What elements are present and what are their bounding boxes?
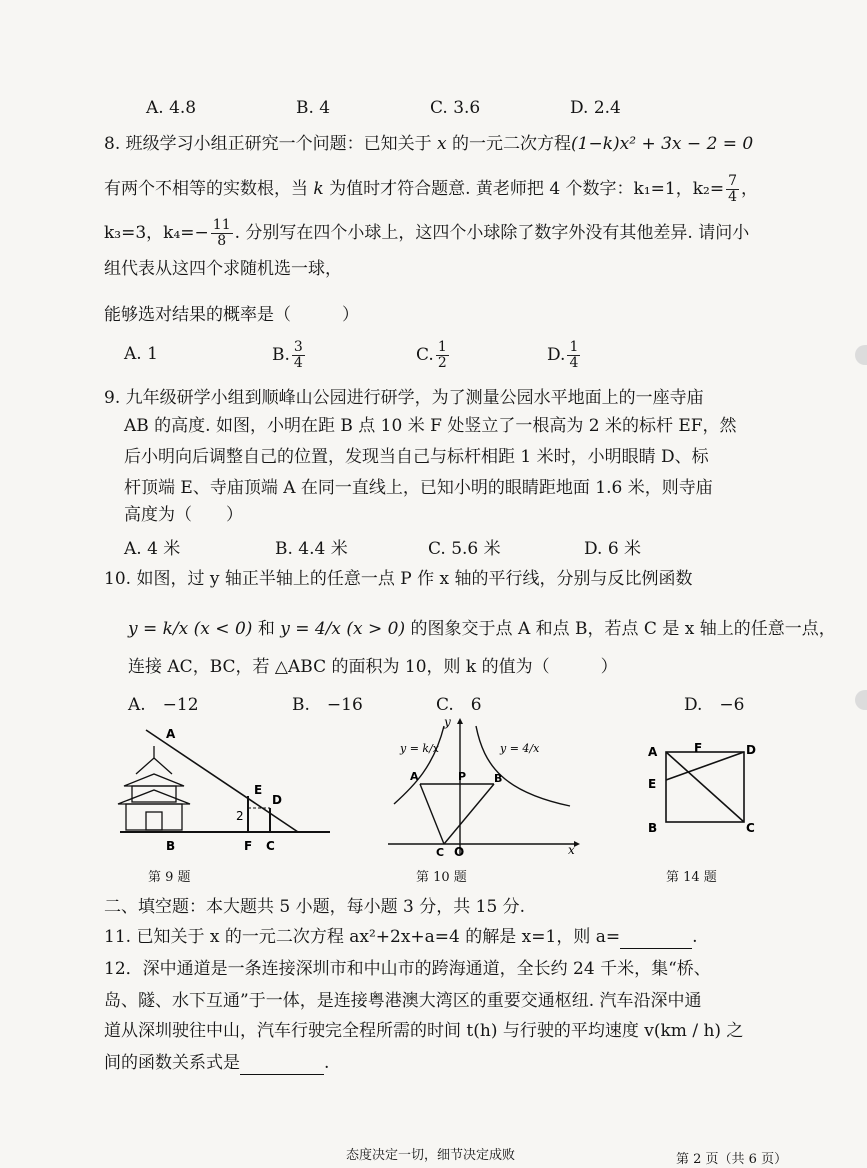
footer-page-number: 第 2 页（共 6 页） xyxy=(676,1152,788,1167)
fig14-label-b: B xyxy=(648,821,658,835)
k4-fraction: $\frac{11}{8}$ xyxy=(212,217,231,249)
temple-drawing xyxy=(118,746,190,830)
fig14-label-e: E xyxy=(648,777,657,791)
fig9-label-d: D xyxy=(272,793,282,807)
q7-option-a: A. 4.8 xyxy=(146,98,197,118)
fig9-label-f: F xyxy=(244,839,253,853)
line-ac xyxy=(420,784,444,844)
q8-line-3: k₃=3，k₄=− $\frac{11}{8}$ . 分别写在四个小球上，这四个小球除了数字外没有其他差异. 请问小 xyxy=(104,217,750,249)
q8-option-b: B. $\frac{3}{4}$ xyxy=(272,339,303,371)
q8-line-2: 有两个不相等的实数根，当 k 为值时才符合题意. 黄老师把 4 个数字：k₁=1，k₂= $\frac{7}{4}$ ， xyxy=(104,173,759,205)
binder-hole xyxy=(855,690,867,710)
fig10-label-x: x xyxy=(568,843,575,856)
fig10-label-func-4: y = 4/x xyxy=(500,742,540,755)
q8-equation: (1−k)x² + 3x − 2 = 0 xyxy=(571,134,754,154)
q7-option-b: B. 4 xyxy=(296,98,331,118)
diagonal-ac xyxy=(666,752,744,822)
q8-option-d: D. $\frac{1}{4}$ xyxy=(547,339,579,371)
figure-9-caption: 第 9 题 xyxy=(148,870,191,885)
q12-answer-blank[interactable] xyxy=(240,1052,324,1075)
k2-fraction: $\frac{7}{4}$ xyxy=(728,173,738,205)
q10-option-c: C. 6 xyxy=(436,695,482,715)
fig14-label-d: D xyxy=(746,743,756,757)
q9-option-a: A. 4 米 xyxy=(124,539,181,559)
fig9-label-e: E xyxy=(254,783,263,797)
fig14-label-a: A xyxy=(648,745,658,759)
q11-answer-blank[interactable] xyxy=(620,926,692,949)
fig10-label-b: B xyxy=(494,772,503,785)
fig14-label-f: F xyxy=(694,741,703,755)
q10-option-b: B. −16 xyxy=(292,695,363,715)
q8-option-c: C. $\frac{1}{2}$ xyxy=(416,339,447,371)
fig10-label-c: C xyxy=(436,846,445,856)
q10-func-2: y = 4/x (x > 0) xyxy=(280,619,406,639)
line-ed xyxy=(666,752,744,780)
figure-14 xyxy=(644,740,764,850)
q12-line-1: 12．深中通道是一条连接深圳市和中山市的跨海通道，全长约 24 千米，集“桥、 xyxy=(104,959,711,979)
fig10-label-o: O xyxy=(454,845,465,856)
q12-line-2: 岛、隧、水下互通”于一体，是连接粤港澳大湾区的重要交通枢纽. 汽车沿深中通 xyxy=(104,991,702,1011)
q9-line-4: 杆顶端 E、寺庙顶端 A 在同一直线上，已知小明的眼睛距地面 1.6 米，则寺庙 xyxy=(124,478,713,498)
q10-option-a: A. −12 xyxy=(128,695,199,715)
q9-option-c: C. 5.6 米 xyxy=(428,539,501,559)
section-2-heading: 二、填空题：本大题共 5 小题，每小题 3 分，共 15 分. xyxy=(104,897,526,917)
q9-option-d: D. 6 米 xyxy=(584,539,642,559)
footer-motto: 态度决定一切，细节决定成败 xyxy=(346,1148,516,1163)
q11-line: 11. 已知关于 x 的一元二次方程 ax²+2x+a=4 的解是 x=1，则 a= . xyxy=(104,927,698,947)
figure-9 xyxy=(110,716,340,856)
sight-line xyxy=(146,730,298,832)
fig10-label-y: y xyxy=(444,716,451,729)
q9-line-2: AB 的高度. 如图，小明在距 B 点 10 米 F 处竖立了一根高为 2 米的标杆 EF，然 xyxy=(124,416,737,436)
q7-option-c: C. 3.6 xyxy=(430,98,481,118)
fig9-label-c: C xyxy=(266,839,275,853)
fig10-label-a: A xyxy=(410,770,419,783)
curve-k-over-x xyxy=(394,726,444,804)
q10-option-d: D. −6 xyxy=(684,695,745,715)
q8-line-5: 能够选对结果的概率是（ ） xyxy=(104,305,359,325)
q10-line-1: 10. 如图，过 y 轴正半轴上的任意一点 P 作 x 轴的平行线，分别与反比例函数 xyxy=(104,569,693,589)
fig10-label-func-k: y = k/x xyxy=(400,742,439,755)
figure-10 xyxy=(384,716,584,856)
curve-4-over-x xyxy=(476,726,570,806)
q8-option-a: A. 1 xyxy=(124,344,158,364)
fig14-label-c: C xyxy=(746,821,755,835)
q8-line-1: 8. 班级学习小组正研究一个问题：已知关于 x 的一元二次方程(1−k)x² + 3x − 2 = 0 xyxy=(104,134,754,154)
q8-line-4: 组代表从这四个求随机选一球， xyxy=(104,259,342,279)
line-bc xyxy=(444,784,494,844)
q12-line-4: 间的函数关系式是 . xyxy=(104,1053,330,1073)
binder-hole xyxy=(855,345,867,365)
q10-func-1: y = k/x (x < 0) xyxy=(128,619,253,639)
fig9-label-2: 2 xyxy=(236,809,244,823)
figure-14-caption: 第 14 题 xyxy=(666,870,717,885)
q9-line-5: 高度为（ ） xyxy=(124,505,243,525)
q9-line-1: 9. 九年级研学小组到顺峰山公园进行研学，为了测量公园水平地面上的一座寺庙 xyxy=(104,388,704,408)
fig10-label-p: P xyxy=(458,770,467,783)
q12-line-3: 道从深圳驶往中山，汽车行驶完全程所需的时间 t(h) 与行驶的平均速度 v(km / h) 之 xyxy=(104,1021,744,1041)
q9-option-b: B. 4.4 米 xyxy=(275,539,348,559)
fig9-label-b: B xyxy=(166,839,176,853)
figure-10-caption: 第 10 题 xyxy=(416,870,467,885)
q9-line-3: 后小明向后调整自己的位置，发现当自己与标杆相距 1 米时，小明眼睛 D、标 xyxy=(124,447,709,467)
q7-option-d: D. 2.4 xyxy=(570,98,621,118)
fig9-label-a: A xyxy=(166,727,176,741)
q10-line-2: y = k/x (x < 0) 和 y = 4/x (x > 0) 的图象交于点 A 和点 B，若点 C 是 x 轴上的任意一点， xyxy=(128,619,836,639)
q10-line-3: 连接 AC，BC，若 △ABC 的面积为 10，则 k 的值为（ ） xyxy=(128,657,618,677)
